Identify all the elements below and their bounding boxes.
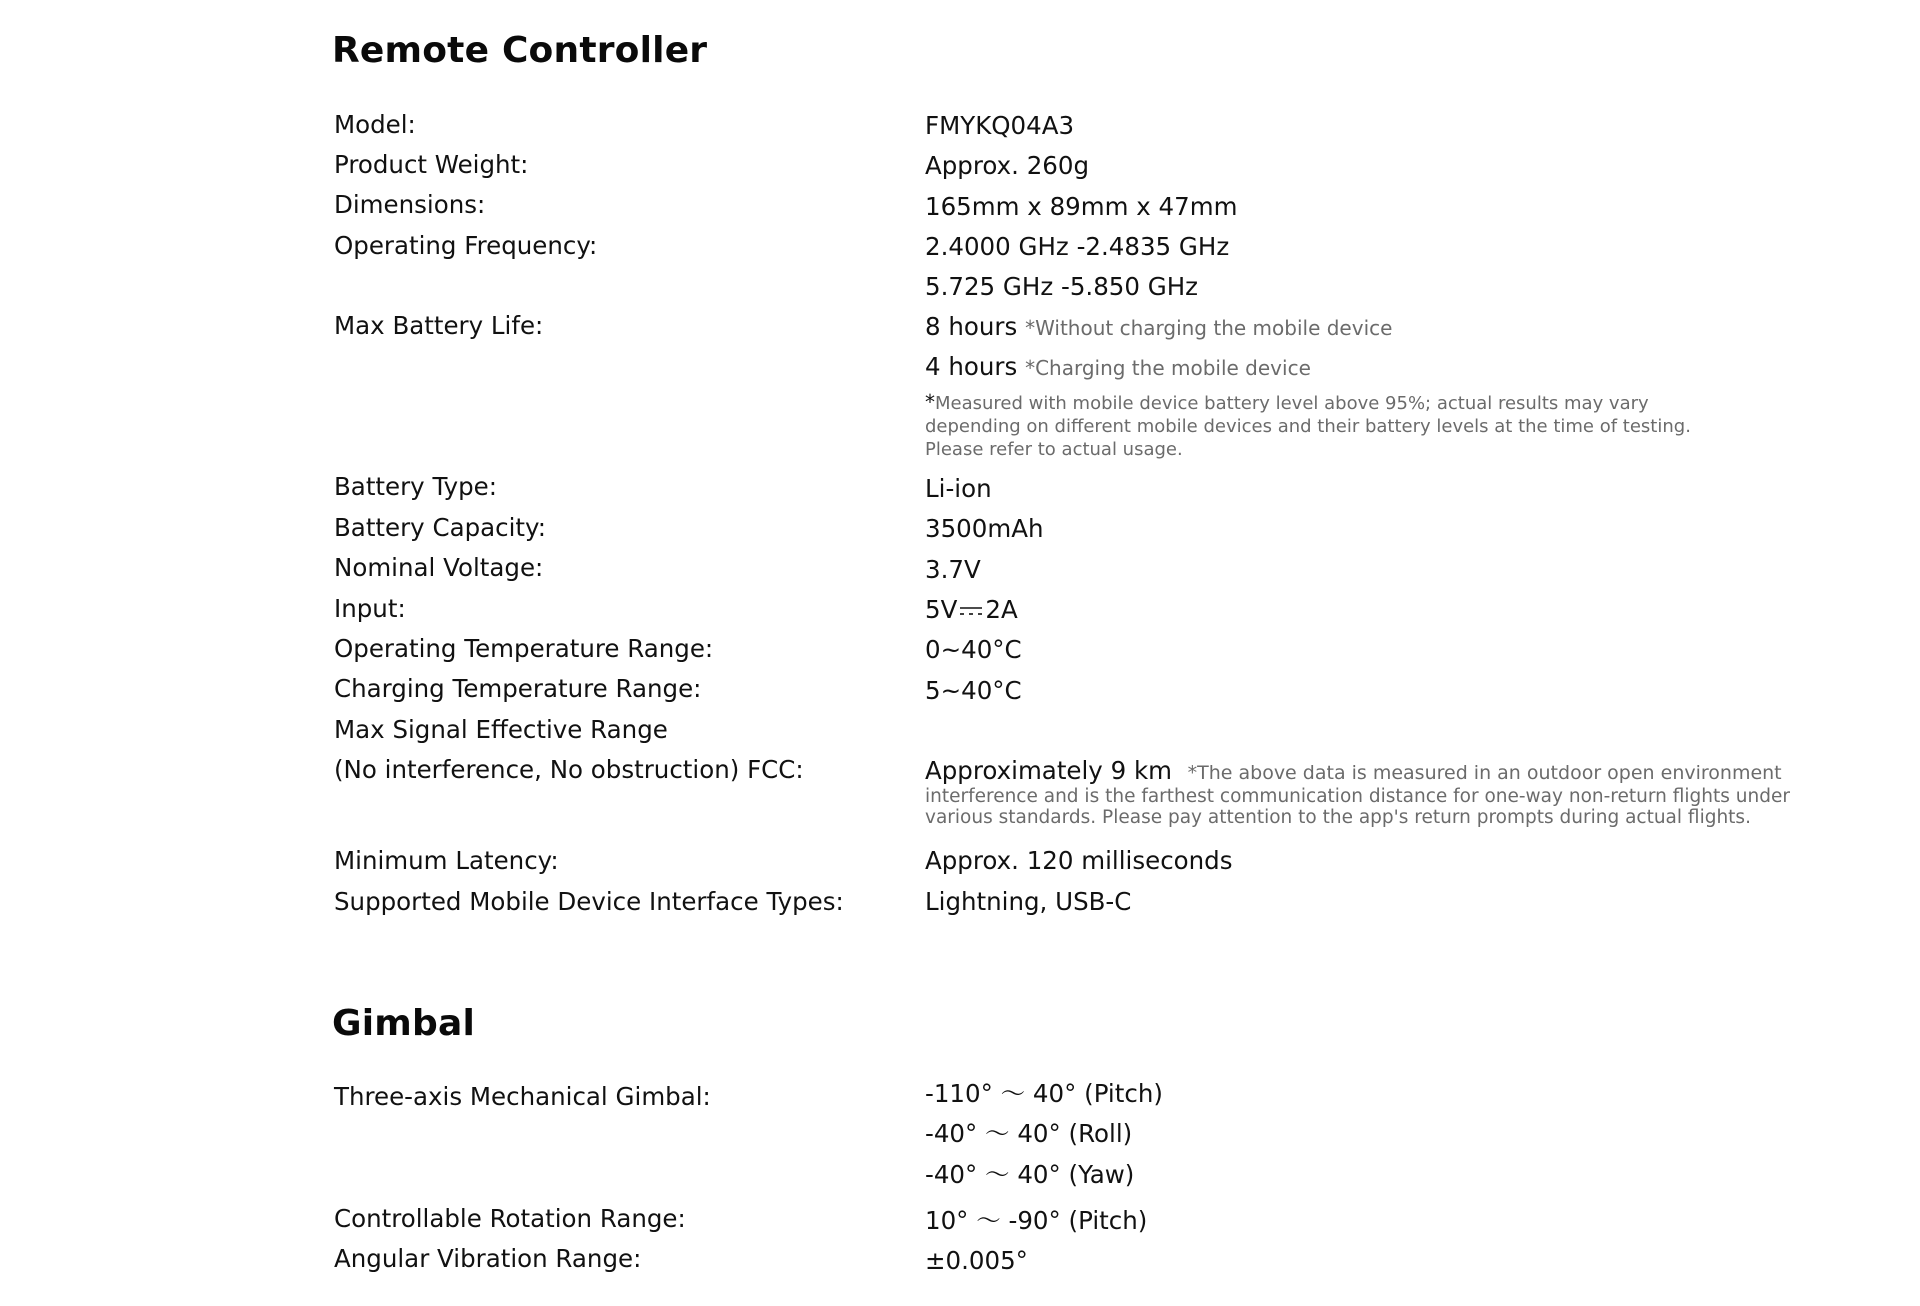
signal-row: [925, 756, 1782, 788]
battery-life-note-2: *Charging the mobile device: [1025, 356, 1311, 380]
battery-capacity-value: 3500mAh: [925, 514, 1044, 543]
op-temp-label: Operating Temperature Range:: [334, 634, 714, 663]
gimbal-title: Gimbal: [332, 1003, 476, 1044]
voltage-label: Nominal Voltage:: [334, 553, 544, 582]
frequency-label: Operating Frequency:: [334, 231, 598, 260]
mechanical-gimbal-roll: -40° ～ 40° (Roll): [925, 1119, 1133, 1148]
frequency-value-2: 5.725 GHz -5.850 GHz: [925, 272, 1199, 301]
mechanical-gimbal-yaw: -40° ～ 40° (Yaw): [925, 1160, 1135, 1189]
battery-life-row-2: [925, 352, 1311, 383]
signal-footnote: [925, 786, 1790, 828]
battery-capacity-label: Battery Capacity:: [334, 513, 547, 542]
input-current: 2A: [985, 595, 1018, 624]
battery-life-note-1: *Without charging the mobile device: [1025, 316, 1393, 340]
interface-value: Lightning, USB-C: [925, 887, 1132, 916]
input-voltage: 5V: [925, 595, 958, 624]
battery-type-label: Battery Type:: [334, 472, 497, 501]
direct-current-symbol-icon: [959, 605, 983, 617]
frequency-value-1: 2.4000 GHz -2.4835 GHz: [925, 232, 1230, 261]
controllable-rotation-label: Controllable Rotation Range:: [334, 1204, 686, 1233]
model-label: Model:: [334, 110, 416, 139]
input-value: [925, 595, 1018, 625]
remote-controller-title: Remote Controller: [332, 30, 708, 71]
weight-value: Approx. 260g: [925, 151, 1090, 180]
dimensions-value: 165mm x 89mm x 47mm: [925, 192, 1238, 221]
battery-life-footnote-line-1: *Measured with mobile device battery level above 95%; actual results may vary: [925, 390, 1649, 414]
battery-type-value: Li-ion: [925, 474, 992, 503]
angular-vibration-label: Angular Vibration Range:: [334, 1244, 642, 1273]
model-value: FMYKQ04A3: [925, 111, 1075, 140]
charge-temp-label: Charging Temperature Range:: [334, 674, 702, 703]
signal-label-2: (No interference, No obstruction) FCC:: [334, 755, 804, 784]
mechanical-gimbal-pitch: -110° ～ 40° (Pitch): [925, 1079, 1163, 1108]
battery-life-footnote: [925, 391, 1691, 461]
footnote-star: *: [925, 390, 935, 414]
signal-note-3: various standards. Please pay attention to the app's return prompts during actual flights.: [925, 807, 1751, 828]
signal-note-2: interference and is the farthest communication distance for one-way non-return flights under: [925, 786, 1790, 807]
voltage-value: 3.7V: [925, 555, 981, 584]
battery-life-footnote-line-2: depending on different mobile devices and their battery levels at the time of testing.: [925, 416, 1691, 437]
latency-value: Approx. 120 milliseconds: [925, 846, 1233, 875]
battery-life-value-2: 4 hours: [925, 352, 1018, 381]
signal-note-1: *The above data is measured in an outdoor open environment: [1187, 762, 1782, 784]
mechanical-gimbal-label: Three-axis Mechanical Gimbal:: [334, 1082, 711, 1111]
charge-temp-value: 5~40°C: [925, 676, 1022, 705]
battery-life-label: Max Battery Life:: [334, 311, 544, 340]
angular-vibration-value: ±0.005°: [925, 1246, 1028, 1275]
signal-label-1: Max Signal Effective Range: [334, 715, 668, 744]
controllable-rotation-value: 10° ～ -90° (Pitch): [925, 1206, 1148, 1235]
latency-label: Minimum Latency:: [334, 846, 559, 875]
battery-life-value-1: 8 hours: [925, 312, 1018, 341]
interface-label: Supported Mobile Device Interface Types:: [334, 887, 844, 916]
dimensions-label: Dimensions:: [334, 190, 486, 219]
signal-value: Approximately 9 km: [925, 756, 1173, 785]
battery-life-footnote-line-3: Please refer to actual usage.: [925, 439, 1183, 460]
battery-life-row-1: [925, 312, 1392, 343]
op-temp-value: 0~40°C: [925, 635, 1022, 664]
input-label: Input:: [334, 594, 406, 623]
weight-label: Product Weight:: [334, 150, 529, 179]
